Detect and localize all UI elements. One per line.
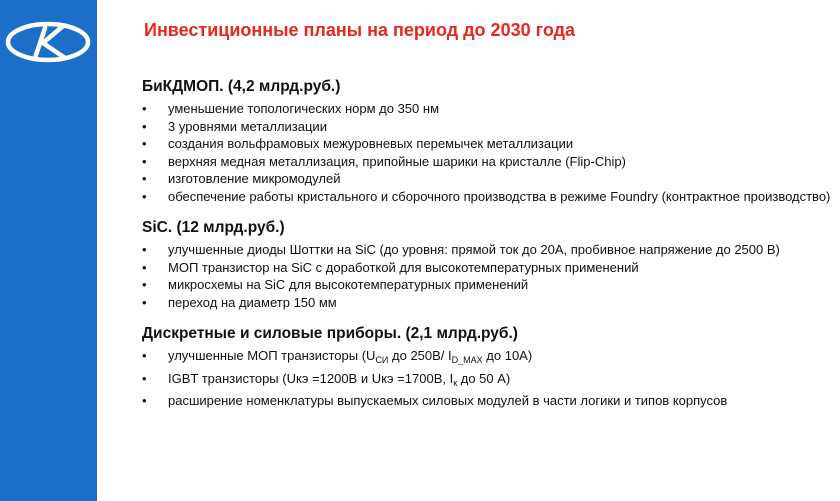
list-item: • изготовление микромодулей <box>142 170 832 188</box>
item-text: до 50 А) <box>457 370 511 386</box>
item-text: до 10А) <box>482 348 533 363</box>
list-item-igbt <box>142 370 832 393</box>
left-sidebar-bar <box>0 0 97 501</box>
bullet-list <box>142 241 832 311</box>
list-item: • обеспечение работы кристального и сборочного производства в режиме Foundry (контрактное производство) <box>142 188 832 206</box>
item-text: до 250В/ I <box>388 348 452 363</box>
slide-title: Инвестиционные планы на период до 2030 года <box>144 20 576 40</box>
content-area <box>142 78 832 424</box>
subscript: СИ <box>375 355 389 365</box>
subscript: к <box>453 377 458 388</box>
bullet-list <box>142 100 832 205</box>
section-bicdmos <box>142 78 832 205</box>
list-item: • переход на диаметр 150 мм <box>142 294 832 312</box>
bullet-list <box>142 347 832 410</box>
section-title: Дискретные и силовые приборы. (2,1 млрд.руб.) <box>142 325 518 342</box>
section-sic <box>142 219 832 311</box>
list-item: • МОП транзистор на SiC с доработкой для высокотемпературных применений <box>142 259 832 277</box>
section-discrete-power <box>142 325 832 410</box>
list-item: • улучшенные диоды Шоттки на SiC (до уровня: прямой ток до 20А, пробивное напряжение до 2500 В) <box>142 241 832 259</box>
list-item: • создания вольфрамовых межуровневых перемычек металлизации <box>142 135 832 153</box>
item-text: IGBT транзисторы (Uкэ =1200В и Uкэ =1700В, I <box>168 370 454 386</box>
list-item-mosfet <box>142 347 832 370</box>
subscript: D_MAX <box>451 355 483 365</box>
list-item: • верхняя медная металлизация, припойные шарики на кристалле (Flip-Chip) <box>142 153 832 171</box>
list-item: • 3 уровнями металлизации <box>142 118 832 136</box>
company-logo-icon <box>5 18 91 66</box>
item-text: улучшенные МОП транзисторы (U <box>168 348 376 363</box>
list-item: • микросхемы на SiC для высокотемпературных применений <box>142 276 832 294</box>
list-item: • расширение номенклатуры выпускаемых силовых модулей в части логики и типов корпусов <box>142 392 832 410</box>
section-title: БиКДМОП. (4,2 млрд.руб.) <box>142 78 341 95</box>
section-title: SiC. (12 млрд.руб.) <box>142 219 285 236</box>
list-item: • уменьшение топологических норм до 350 нм <box>142 100 832 118</box>
